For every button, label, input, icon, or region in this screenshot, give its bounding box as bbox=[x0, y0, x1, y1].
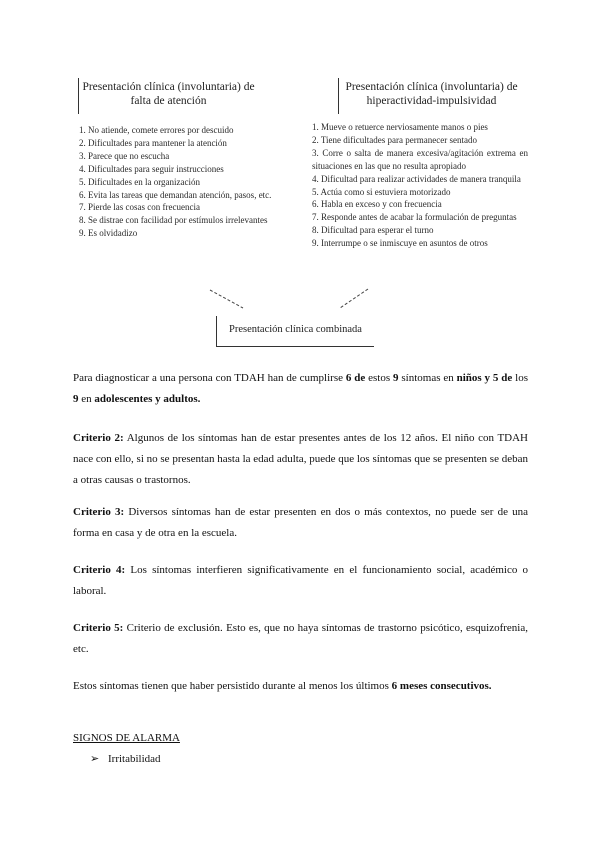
list-item: 9. Interrumpe o se inmiscuye en asuntos de otros bbox=[312, 238, 488, 249]
criterion-text: Los síntomas interfieren significativamente en el funcionamiento social, académico o laboral. bbox=[73, 564, 529, 597]
criterion-text: Criterio de exclusión. Esto es, que no haya síntomas de trastorno psicótico, esquizofrenia, etc. bbox=[73, 622, 528, 655]
criterion-2-paragraph bbox=[73, 428, 528, 491]
hyperactivity-title-line2: hiperactividad-impulsividad bbox=[366, 95, 497, 107]
text-run: estos bbox=[365, 372, 393, 384]
alarm-list-item bbox=[90, 752, 161, 765]
list-item: 4. Dificultad para realizar actividades de manera tranquila bbox=[312, 173, 521, 184]
alarm-item-text: Irritabilidad bbox=[108, 753, 161, 765]
list-item: 2. Tiene dificultades para permanecer sentado bbox=[312, 134, 477, 145]
list-item: 3. Corre o salta de manera excesiva/agitación extrema en situaciones en las que no resulta apropiado bbox=[312, 147, 528, 171]
text-run: 6 meses consecutivos. bbox=[391, 680, 492, 692]
list-item: 8. Se distrae con facilidad por estímulos irrelevantes bbox=[79, 215, 268, 226]
criterion-3-paragraph bbox=[73, 502, 528, 544]
criterion-text: Algunos de los síntomas han de estar presentes antes de los 12 años. El niño con TDAH nace con ello, si no se presentan hasta la edad adulta, puede que los síntomas que se presenten se deban a otras causas o trastornos. bbox=[73, 432, 529, 486]
text-run: niños y 5 de bbox=[456, 372, 513, 384]
combined-presentation-box bbox=[216, 316, 374, 347]
text-run: en bbox=[78, 393, 95, 405]
hyperactivity-title-line1: Presentación clínica (involuntaria) de bbox=[345, 81, 518, 93]
criterion-label: Criterio 3: bbox=[73, 506, 125, 518]
text-run: síntomas en bbox=[398, 372, 457, 384]
left-connector-line bbox=[210, 290, 243, 308]
criterion-label: Criterio 2: bbox=[73, 432, 124, 444]
list-item: 5. Dificultades en la organización bbox=[79, 176, 201, 187]
list-item: 7. Pierde las cosas con frecuencia bbox=[79, 202, 200, 213]
text-run: los bbox=[512, 372, 529, 384]
text-run: Para diagnosticar a una persona con TDAH han de cumplirse bbox=[73, 372, 346, 384]
inattention-title-line2: falta de atención bbox=[130, 95, 207, 107]
criterion-label: Criterio 5: bbox=[73, 622, 124, 634]
list-item: 9. Es olvidadizo bbox=[79, 228, 138, 239]
text-run: Estos síntomas tienen que haber persistido durante al menos los últimos bbox=[73, 680, 392, 692]
text-run: 6 de bbox=[345, 372, 366, 384]
list-item: 6. Evita las tareas que demandan atención, pasos, etc. bbox=[79, 189, 272, 200]
list-item: 1. Mueve o retuerce nerviosamente manos o pies bbox=[312, 122, 488, 132]
criterion-text: Diversos síntomas han de estar presenten en dos o más contextos, no puede ser de una forma en casa y de otra en la escuela. bbox=[73, 506, 528, 539]
list-item: 4. Dificultades para seguir instrucciones bbox=[79, 163, 224, 174]
criterion-5-paragraph bbox=[73, 618, 528, 660]
criterion-4-paragraph bbox=[73, 560, 528, 602]
duration-paragraph bbox=[73, 676, 528, 697]
arrow-bullet-icon: ➢ bbox=[90, 753, 100, 765]
combined-label: Presentación clínica combinada bbox=[229, 324, 362, 335]
inattention-title-line1: Presentación clínica (involuntaria) de bbox=[82, 81, 255, 93]
right-connector-line bbox=[340, 289, 368, 308]
alarm-signs-heading: SIGNOS DE ALARMA bbox=[73, 732, 180, 744]
text-run: 9 bbox=[73, 393, 79, 405]
list-item: 5. Actúa como si estuviera motorizado bbox=[312, 186, 451, 197]
list-item: 8. Dificultad para esperar el turno bbox=[312, 225, 434, 236]
text-run: 9 bbox=[393, 372, 399, 384]
text-run: adolescentes y adultos. bbox=[94, 393, 201, 405]
list-item: 6. Habla en exceso y con frecuencia bbox=[312, 199, 442, 210]
list-item: 1. No atiende, comete errores por descuido bbox=[79, 125, 234, 135]
diagnosis-paragraph bbox=[73, 368, 528, 410]
list-item: 3. Parece que no escucha bbox=[79, 150, 170, 161]
list-item: 7. Responde antes de acabar la formulación de preguntas bbox=[312, 212, 517, 223]
list-item: 2. Dificultades para mantener la atención bbox=[79, 137, 227, 148]
criterion-label: Criterio 4: bbox=[73, 564, 126, 576]
